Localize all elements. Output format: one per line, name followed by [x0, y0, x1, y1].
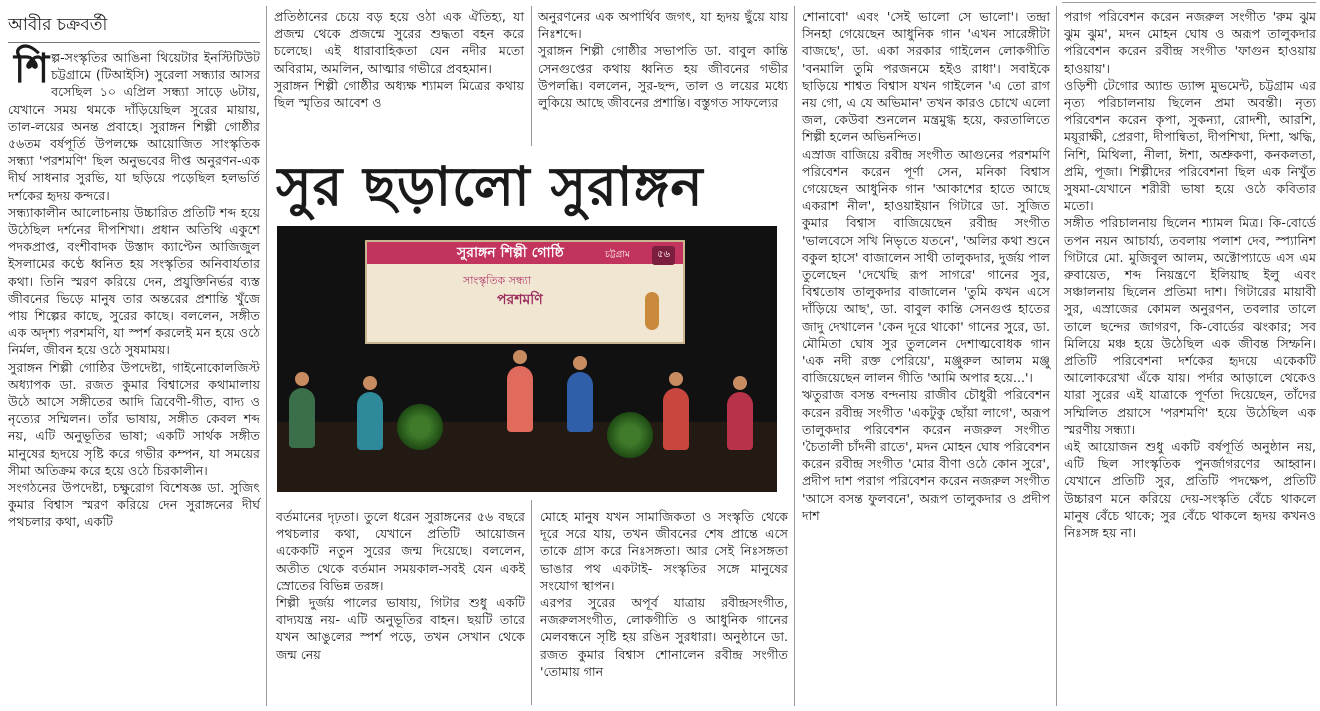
performer-head: [295, 372, 309, 386]
article-paragraph: সন্ধ্যাকালীন আলোচনায় উচ্চারিত প্রতিটি শব্দ হয়ে উঠেছিল দর্শনের দীপশিখা। প্রধান অতিথি একুশে পদকপ্রাপ্ত, বংশীবাদক উস্তাদ ক্যাপ্টেন আজিজুল ইসলামের কণ্ঠে ধ্বনিত হয় সংস্কৃতির অনিবার্যতার কথা। তিনি স্মরণ করিয়ে দেন, প্রযুক্তিনির্ভর ব্যস্ত জীবনের ভিড়ে মানুষ তার অন্তরের প্রশান্তি খুঁজে পায় শিল্পের কাছে, সুরের কাছে। বললেন, সঙ্গীত এক অদৃশ্য পরশমণি, যা স্পর্শ করলেই মন হয়ে ওঠে নির্মল, জীবন হয়ে ওঠে সুষমাময়।: [8, 204, 260, 358]
article-paragraph: শোনাবো' এবং 'সেই ভালো সে ভালো'। তন্দ্রা সিনহা গেয়েছেন আধুনিক গান 'এখন সারেঙ্গীটা বাজছে', ডা. একা সরকার গাইলেন লোকগীতি 'বনমালি তুমি পরজনমে হইও রাধা'। সবাইকে ছাড়িয়ে শাশ্বত বিশ্বাস যখন গাইলেন 'এ তো রাগ নয় গো, এ যে অভিমান' তখন কারও চোখে এলো জল, কেউবা শুনলেন মন্ত্রমুগ্ধ হয়ে, করতালিতে শিল্পী হলেন অভিনন্দিত।: [802, 9, 1050, 145]
article-paragraph: সঙ্গীত পরিচালনায় ছিলেন শ্যামল মিত্র। কি-বোর্ডে তপন নয়ন আচার্য্য, তবলায় পলাশ দেব, স্প্যানিশ গিটারে মো. মুজিবুল আলম, অক্টোপ্যাডে এস এম রুবায়েত, শব্দ নিয়ন্ত্রণে ইলিয়াছ ইলু এবং সঞ্চালনায় ছিলেন প্রতিমা দাশ। গিটারের মায়াবী সুর, এস্রাজের কোমল অনুরণন, তবলার তালে তালে ছন্দের জাগরণ, কি-বোর্ডের ঝংকার; সব মিলিয়ে মঞ্চ হয়ে উঠেছিল এক জীবন্ত সিম্ফনি। প্রতিটি পরিবেশনা দর্শকের হৃদয়ে একেকটি আলোকরেখা এঁকে যায়। পর্দার আড়ালে থেকেও যারা সুরের এই যাত্রাকে পূর্ণতা দিয়েছেন, তাঁদের সম্মিলিত প্রয়াসে 'পরশমণি' হয়ে উঠেছিল এক স্মরণীয় সন্ধ্যা।: [1064, 215, 1316, 437]
stage-banner: [365, 240, 685, 344]
top-rule: [1062, 2, 1316, 3]
guitar-graphic: [645, 292, 659, 330]
article-paragraph: পরাগ পরিবেশন করেন নজরুল সংগীত 'রুম ঝুম ঝুম ঝুম', মদন মোহন ঘোষ ও অরূপ তালুকদার পরিবেশন করেন রবীন্দ্র সংগীত 'ফাগুন হাওয়ায় হাওয়ায়'।: [1064, 9, 1316, 76]
column-rule: [1056, 6, 1057, 706]
performer-head: [363, 376, 377, 390]
article-paragraph: প্রতিষ্ঠানের চেয়ে বড় হয়ে ওঠা এক ঐতিহ্য, যা প্রজন্ম থেকে প্রজন্মে সুরের শুদ্ধতা বহন করে চলেছে। এই ধারাবাহিকতা যেন নদীর মতো অবিরাম, অমলিন, আত্মার গভীরে প্রবহমান।: [274, 9, 524, 76]
plant-decoration: [607, 412, 653, 458]
article-paragraph: শিল্প-সংস্কৃতির আঙিনা থিয়েটার ইনস্টিটিউট চট্টগ্রামে (টিআইসি) সুরেলা সন্ধ্যার আসর বসেছিল ১০ এপ্রিল সন্ধ্যা সাড়ে ৬টায়, যেখানে সময় থমকে দাঁড়িয়েছিল সুরের মায়ায়, তাল-লয়ের অনন্ত প্রবাহে। সুরাঙ্গন শিল্পী গোষ্ঠীর ৫৬তম বর্ষপূর্তি উপলক্ষে আয়োজিত সাংস্কৃতিক সন্ধ্যা 'পরশমণি' ছিল অনুভবের দীপ্ত অনুরণন-এক দীর্ঘ সাধনার সুরভি, যা ছড়িয়ে পড়েছিল হলভর্তি দর্শকের হৃদয় কন্দরে।: [8, 46, 260, 203]
banner-badge: ৫৬: [652, 246, 675, 265]
article-column-4: [802, 8, 1050, 524]
article-column-3-top: [538, 8, 788, 111]
column-rule: [531, 6, 532, 146]
performer: [663, 388, 689, 450]
article-paragraph: ওড়িশী টেগোর অ্যান্ড ড্যান্স মুভমেন্ট, চট্টগ্রাম এর নৃত্য পরিচালনায় ছিলেন প্রমা অবন্তী। নৃত্য পরিবেশন করেন কৃপা, সুকন্যা, রোদশী, আরশি, ময়ূরাক্ষী, প্রেরণা, দীপান্বিতা, দীপশিখা, দিশা, ঋদ্ধি, নিশি, মিথিলা, নীলা, ঈশা, অশ্রুকণা, কনকলতা, প্রমি, পূজা। শিল্পীদের পরিবেশনা ছিল এক নিখুঁত সুষমা-যেখানে শরীরী ভাষা হয়ে ওঠে কবিতার মতো।: [1064, 77, 1316, 214]
banner-subtitle: সাংস্কৃতিক সন্ধ্যা: [463, 274, 532, 287]
stage-floor: [277, 422, 777, 492]
article-paragraph: অনুরণনের এক অপার্থিব জগৎ, যা হৃদয় ছুঁয়ে যায় নিঃশব্দে।: [538, 9, 788, 42]
article-paragraph: মোহে মানুষ যখন সামাজিকতা ও সংস্কৃতি থেকে দূরে সরে যায়, তখন জীবনের শেষ প্রান্তে এসে তাকে গ্রাস করে নিঃসঙ্গতা। আর সেই নিঃসঙ্গতা ভাঙার পথ একটাই- সংস্কৃতির সঙ্গে মানুষের সংযোগ স্থাপন।: [540, 509, 788, 593]
article-paragraph: বর্তমানের দৃঢ়তা। তুলে ধরেন সুরাঙ্গনের ৫৬ বছরে পথচলার কথা, যেখানে প্রতিটি আয়োজন একেকটি নতুন সুরের জন্ম দিয়েছে। বললেন, অতীত থেকে বর্তমান সময়কাল-সবই যেন একই স্রোতের বিভিন্ন তরঙ্গ।: [276, 509, 525, 593]
article-paragraph: শিল্পী দুর্জয় পালের ভাষায়, গিটার শুধু একটি বাদ্যযন্ত্র নয়- এটি অনুভূতির বাহন। ছয়টি তারে যখন আঙুলের স্পর্শ পড়ে, তখন সেখান থেকে জন্ম নেয়: [276, 595, 525, 662]
performer-head: [573, 356, 587, 370]
article-paragraph: এস্রাজ বাজিয়ে রবীন্দ্র সংগীত আগুনের পরশমণি পরিবেশন করেন পূর্ণা সেন, মনিকা বিশ্বাস গেয়েছেন আধুনিক গান 'আকাশের হাতে আছে একরাশ নীল', হাওয়াইয়ান গিটারে ডা. সুজিত কুমার বিশ্বাস বাজিয়েছেন রবীন্দ্র সংগীত 'ভালবেসে সখি নিভৃতে যতনে', 'অলির কথা শুনে বকুল হাসে' বাজালেন সাথী তালুকদার, দুর্জয় পাল তুলেছেন 'দেখেছি রূপ সাগরে' গানের সুর, বিশ্বতোষ তালুকদার বাজালেন 'তুমি কখন এসে দাঁড়িয়ে আছ', ডা. বাবুল কান্তি সেনগুপ্ত হাতের জাদু দেখালেন 'কেন দূরে থাকো' গানের সুরে, ডা. মৌমিতা ঘোষ সুর তুললেন দেশাত্মবোধক গান 'এক নদী রক্ত পেরিয়ে', মঞ্জুরুল আলম মঞ্জু বাজিয়েছেন লালন গীতি 'আমি অপার হয়ে...'।: [802, 146, 1050, 386]
performer-head: [733, 376, 747, 390]
byline: আবীর চক্রবর্তী: [8, 14, 260, 43]
article-paragraph: এই আয়োজন শুধু একটি বর্ষপূর্তি অনুষ্ঠান নয়, এটি ছিল সাংস্কৃতিক পুনর্জাগরণের আহ্বান। যেখানে প্রতিটি সুর, প্রতিটি পদক্ষেপ, প্রতিটি উচ্চারণ মনে করিয়ে দেয়-সংস্কৃতি বেঁচে থাকলে মানুষ বেঁচে থাকে; সুর বেঁচে থাকলে হৃদয় কখনও নিঃসঙ্গ হয় না।: [1064, 439, 1316, 541]
banner-event-name: পরশমণি: [497, 292, 543, 308]
headline: সুর ছড়ালো সুরাঙ্গন: [276, 154, 704, 218]
article-column-2-top: [274, 8, 524, 111]
performer: [507, 366, 533, 432]
article-paragraph: এরপর সুরের অপূর্ব যাত্রায় রবীন্দ্রসংগীত, নজরুলসংগীত, লোকগীতি ও আধুনিক গানের মেলবন্ধনে সৃষ্টি হয় রঙিন সুরধারা। অনুষ্ঠানে ডা. রজত কুমার বিশ্বাস শোনালেন রবীন্দ্র সংগীত 'তোমায় গান: [540, 595, 788, 679]
column-rule: [266, 6, 267, 706]
banner-city: চট্টগ্রাম: [605, 250, 630, 260]
article-paragraph: সংগঠনের উপদেষ্টা, চক্ষুরোগ বিশেষজ্ঞ ডা. সুজিৎ কুমার বিশ্বাস স্মরণ করিয়ে দেন সুরাঙ্গনের দীর্ঘ পথচলার কথা, একটি: [8, 480, 260, 530]
banner-title: সুরাঙ্গন শিল্পী গোষ্ঠি: [367, 242, 683, 264]
performer-head: [669, 372, 683, 386]
article-column-3-bottom: [540, 508, 788, 680]
performer: [727, 392, 753, 450]
article-paragraph: সুরাঙ্গন শিল্পী গোষ্ঠির উপদেষ্টা, গাইনোকোলজিস্ট অধ্যাপক ডা. রজত কুমার বিশ্বাসের কথামালায় উঠে আসে সঙ্গীতের আদি ত্রিবেণী-গীত, বাদ্য ও নৃত্যের সম্মিলন। তাঁর ভাষায়, সঙ্গীত কেবল শব্দ নয়, এটি অনুভূতির ভাষা; একটি সার্থক সঙ্গীত মানুষের হৃদয়ে সৃষ্টি করে গভীর কম্পন, যা সময়ের সীমা অতিক্রম করে হয়ে ওঠে চিরকালীন।: [8, 359, 260, 478]
column-rule: [794, 6, 795, 706]
article-column-5: [1064, 8, 1316, 541]
column-rule: [531, 500, 532, 705]
article-paragraph: ঋতুরাজ বসন্ত বন্দনায় রাজীব চৌধুরী পরিবেশন করেন রবীন্দ্র সংগীত 'একটুকু ছোঁয়া লাগে', অরূপ তালুকদার পরিবেশন করেন নজরুল সংগীত 'চৈতালী চাঁদনী রাতে', মদন মোহন ঘোষ পরিবেশন করেন রবীন্দ্র সংগীত 'মোর বীণা ওঠে কোন সুরে', প্রদীপ দাশ পরাগ পরিবেশন করেন নজরুল সংগীত 'আসে বসন্ত ফুলবনে', অরূপ তালুকদার ও প্রদীপ দাশ: [802, 387, 1050, 523]
performer-head: [513, 350, 527, 364]
performer: [357, 392, 383, 450]
performer: [289, 388, 315, 448]
article-column-1: [8, 14, 260, 531]
article-paragraph: সুরাঙ্গন শিল্পী গোষ্ঠীর সভাপতি ডা. বাবুল কান্তি সেনগুপ্তের কথায় ধ্বনিত হয় জীবনের গভীর উপলব্ধি। বললেন, সুর-ছন্দ, তাল ও লয়ের মধ্যে লুকিয়ে আছে জীবনের প্রশান্তি। বস্তুগত সাফল্যের: [538, 43, 788, 111]
plant-decoration: [397, 404, 443, 450]
event-photo: [277, 226, 777, 492]
performer: [567, 372, 593, 432]
drop-cap: শি: [14, 46, 50, 92]
article-column-2-bottom: [276, 508, 525, 663]
article-paragraph: সুরাঙ্গন শিল্পী গোষ্ঠীর অধ্যক্ষ শ্যামল মিত্রের কথায় ছিল স্মৃতির আবেশ ও: [274, 77, 524, 111]
